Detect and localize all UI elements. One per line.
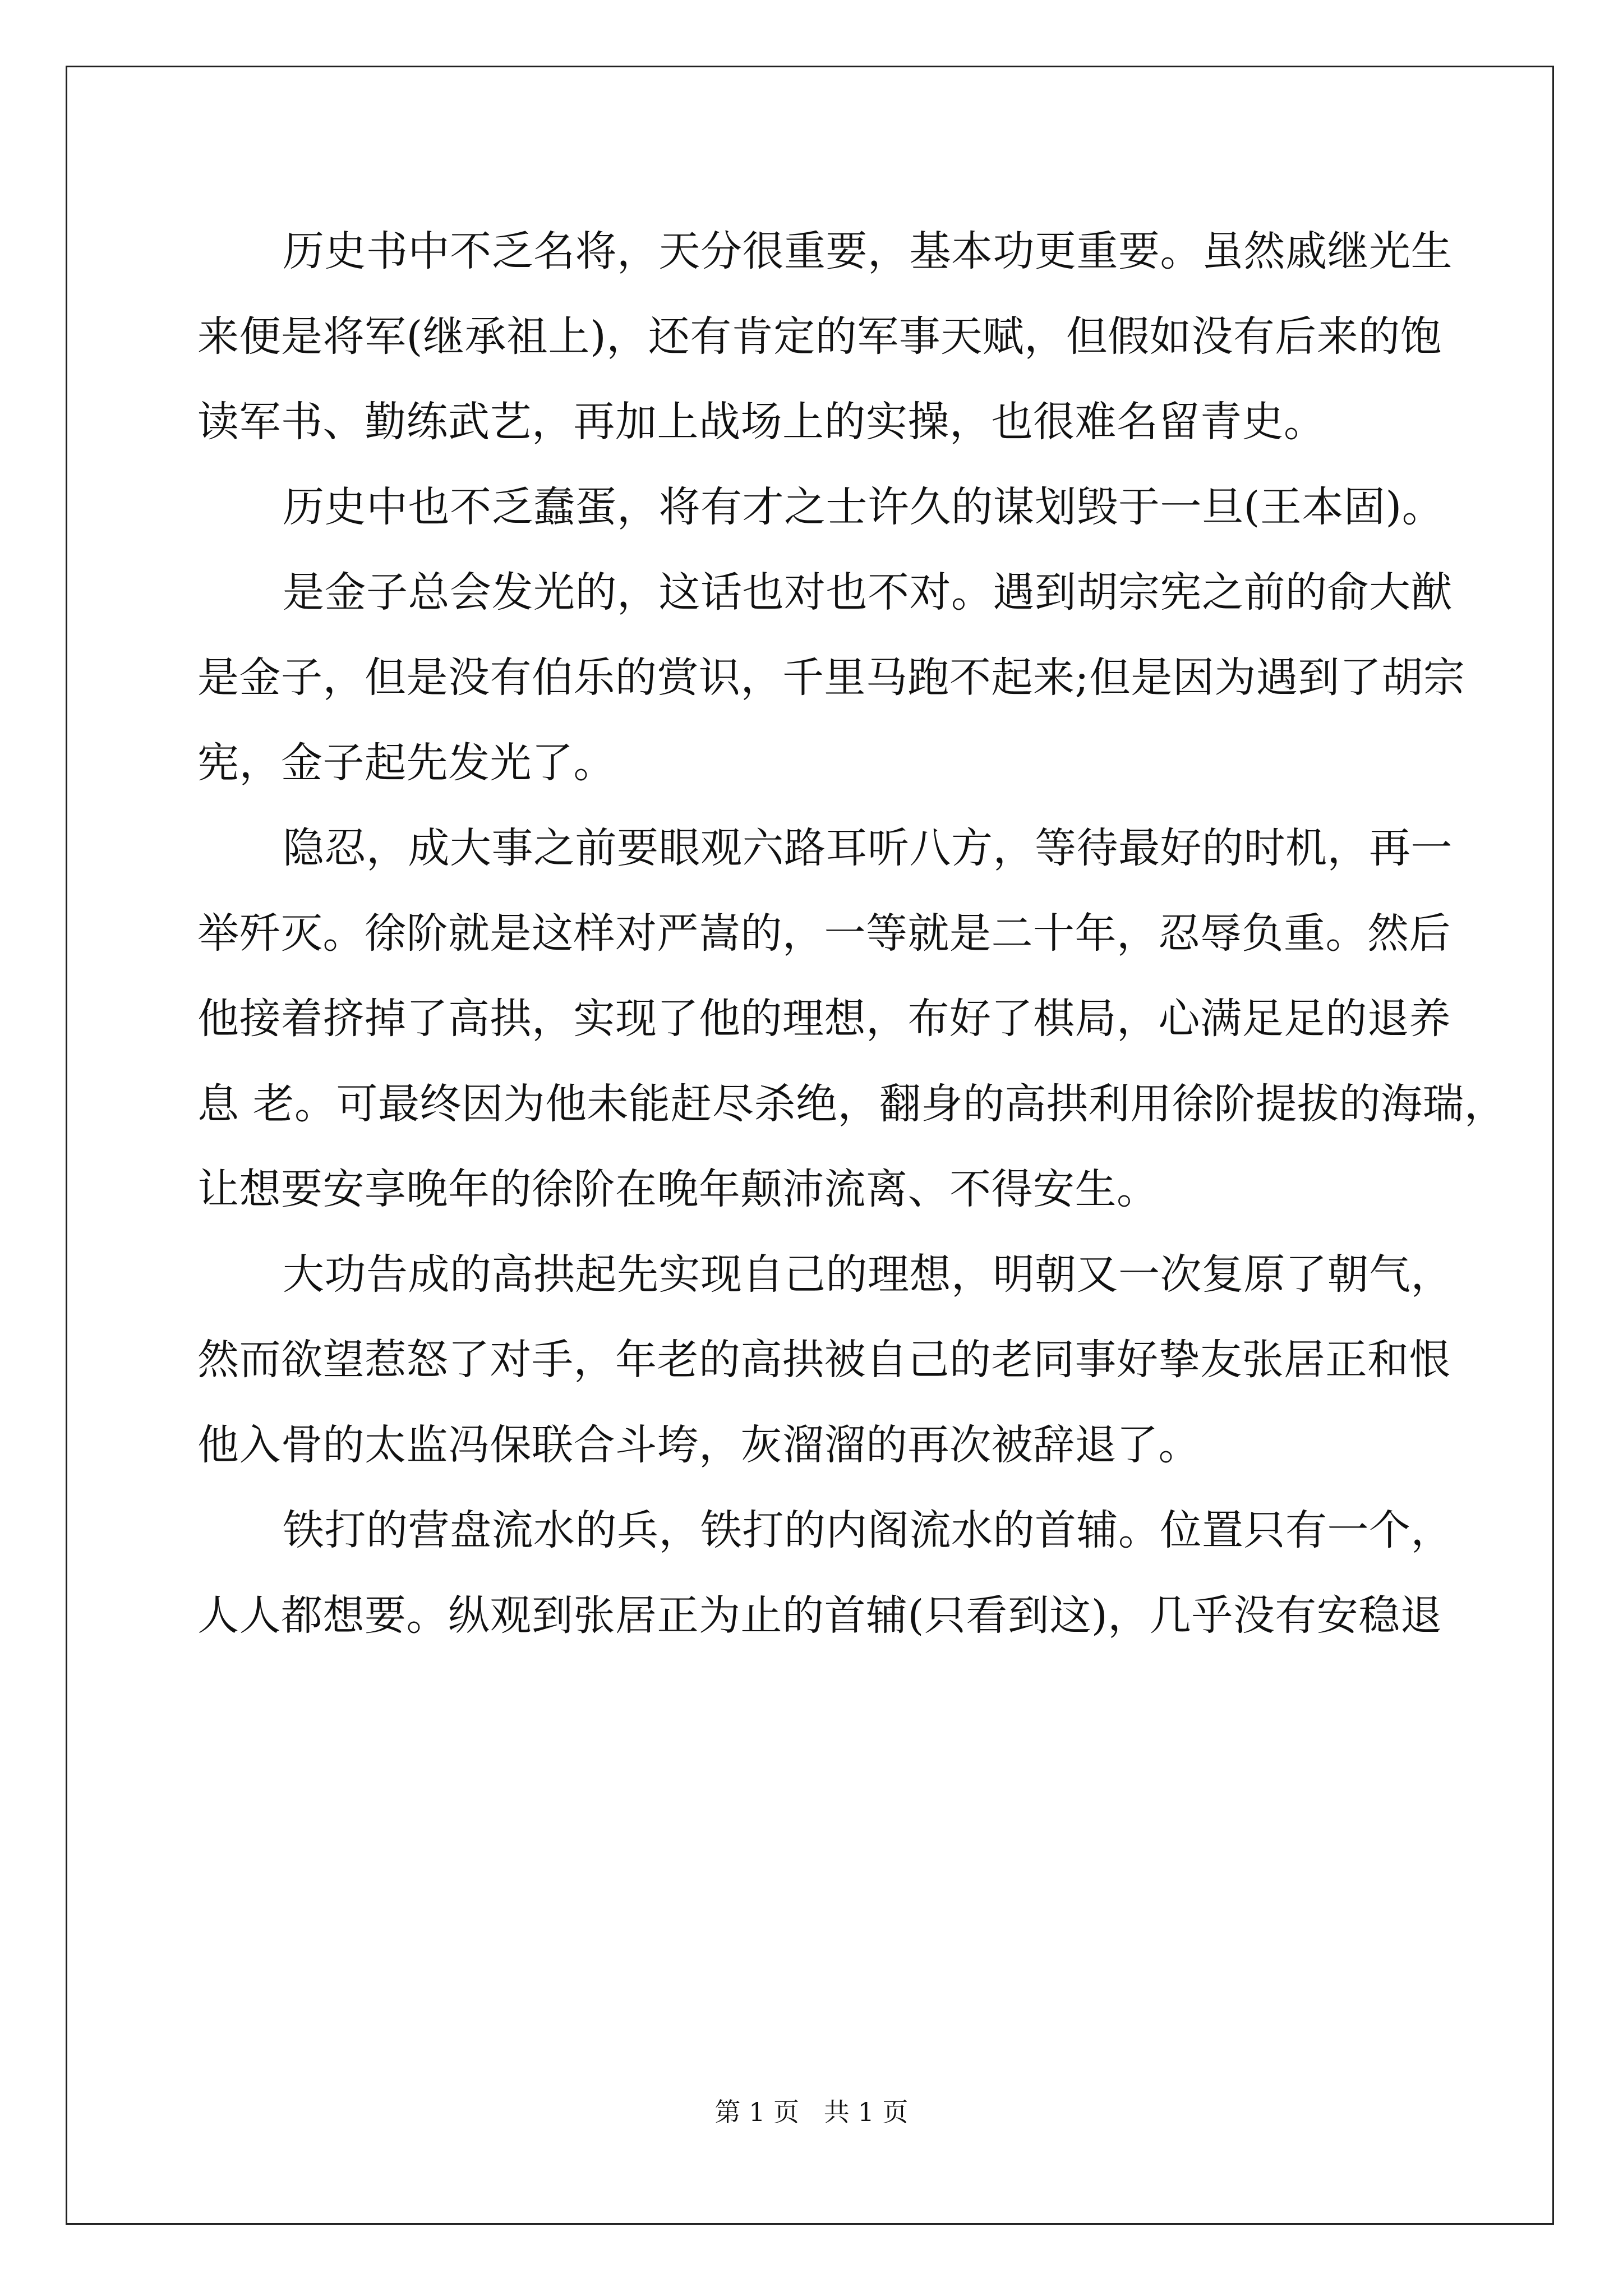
text-line: 是金子，但是没有伯乐的赏识，千里马跑不起来;但是因为遇到了胡宗 xyxy=(197,654,1465,702)
text-line: 隐忍，成大事之前要眼观六路耳听八方，等待最好的时机，再一 xyxy=(283,824,1453,872)
document-body xyxy=(197,209,1506,1658)
page-number-footer: 第 1 页 共 1 页 xyxy=(714,2097,909,2127)
text-line: 大功告成的高拱起先实现自己的理想，明朝又一次复原了朝气， xyxy=(283,1250,1453,1299)
text-line: 历史书中不乏名将，天分很重要，基本功更重要。虽然戚继光生 xyxy=(283,227,1453,275)
text-line: 他入骨的太监冯保联合斗垮，灰溜溜的再次被辞退了。 xyxy=(197,1421,1200,1469)
text-line: 是金子总会发光的，这话也对也不对。遇到胡宗宪之前的俞大猷 xyxy=(283,568,1453,616)
text-line: 让想要安享晚年的徐阶在晚年颠沛流离、不得安生。 xyxy=(197,1165,1159,1213)
text-line: 铁打的营盘流水的兵，铁打的内阁流水的首辅。位置只有一个， xyxy=(283,1506,1453,1554)
text-line: 历史中也不乏蠢蛋，将有才之士许久的谋划毁于一旦(王本固)。 xyxy=(283,483,1444,531)
text-line: 人人都想要。纵观到张居正为止的首辅(只看到这)，几乎没有安稳退 xyxy=(197,1591,1442,1640)
text-line: 息 老。可最终因为他未能赶尽杀绝，翻身的高拱利用徐阶提拔的海瑞， xyxy=(197,1080,1506,1128)
text-line: 读军书、勤练武艺，再加上战场上的实操，也很难名留青史。 xyxy=(197,398,1326,446)
text-line: 举歼灭。徐阶就是这样对严嵩的，一等就是二十年，忍辱负重。然后 xyxy=(197,909,1451,958)
text-line: 然而欲望惹怒了对手，年老的高拱被自己的老同事好挚友张居正和恨 xyxy=(197,1336,1451,1384)
text-line: 宪，金子起先发光了。 xyxy=(197,739,615,787)
text-line: 他接着挤掉了高拱，实现了他的理想，布好了棋局，心满足足的退养 xyxy=(197,995,1451,1043)
text-line: 来便是将军(继承祖上)，还有肯定的军事天赋，但假如没有后来的饱 xyxy=(197,312,1442,361)
